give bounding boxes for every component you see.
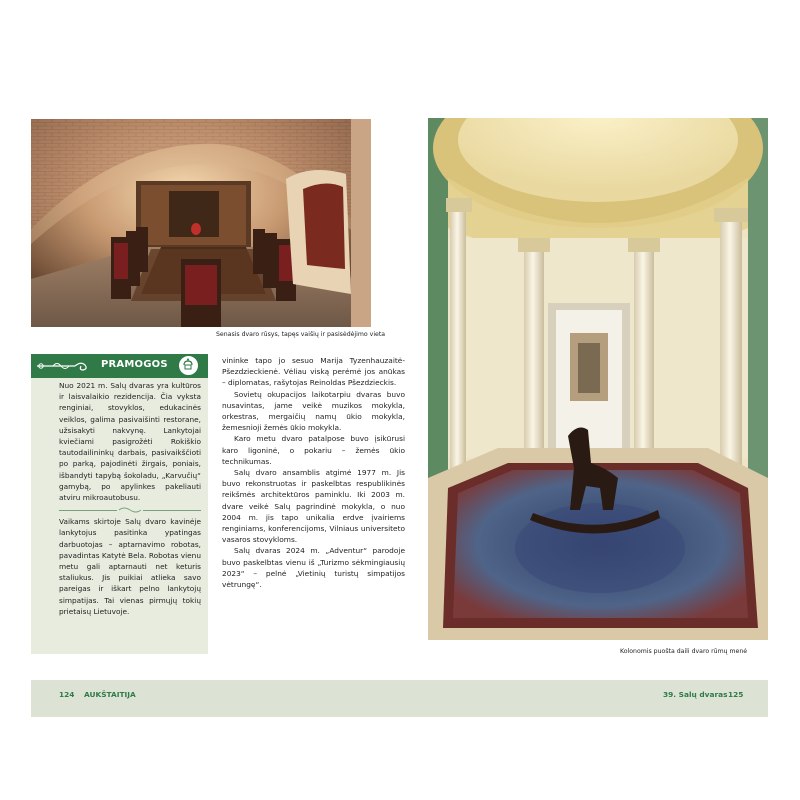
- right-section-title: 39. Salų dvaras: [663, 690, 728, 699]
- sidebar-divider: [59, 504, 201, 516]
- body-paragraph: Karo metu dvaro patalpose buvo įsikūrusi karo ligoninė, o pokariu – žemės ūkio technikumas.: [222, 434, 405, 466]
- cellar-photo: [31, 119, 371, 327]
- rotunda-photo: [428, 118, 768, 640]
- right-page-number: 125: [728, 690, 744, 699]
- sidebar-title: PRAMOGOS: [101, 359, 168, 370]
- page-footer: [31, 680, 768, 717]
- leisure-icon: [178, 355, 199, 376]
- leisure-sidebar: [31, 354, 208, 654]
- main-text-column: [222, 355, 405, 590]
- rotunda-caption: Kolonomis puošta daili dvaro rūmų menė: [620, 648, 748, 655]
- flourish-ornament-icon: [35, 359, 93, 373]
- body-paragraph: Sovietų okupacijos laikotarpiu dvaras buvo nusavintas, jame veikė muzikos mokykla, orkestras, mergaičių namų ūkio mokykla, žemesnioji žemės ūkio mokykla.: [222, 389, 405, 433]
- left-section-title: AUKŠTAITIJA: [84, 690, 136, 699]
- sidebar-header: [31, 354, 208, 378]
- sidebar-paragraph: Vaikams skirtoje Salų dvaro kavinėje lankytojus pasitinka ypatingas darbuotojas – aptarnavimo robotas, pavadintas Katytė Bela. Robotas vienu metu gali aptarnauti net keturis staliukus. Jis puikiai atlieka savo pareigas ir iškart pelno lankytojų simpatijas. Tai vienas pirmųjų tokių prietaisų Lietuvoje.: [59, 517, 201, 616]
- body-paragraph: vininke tapo jo sesuo Marija Tyzenhauzaitė-Pšezdzieckienė. Vėliau viską perėmė jos anūkas – diplomatas, rašytojas Reinoldas Pšezdzieckis.: [222, 356, 405, 388]
- sidebar-paragraph: Nuo 2021 m. Salų dvaras yra kultūros ir laisvalaikio rezidencija. Čia vyksta renginiai, stovyklos, edukacinės veiklos, galima pasivaišinti restorane, užsisakyti nakvynę. Lankytojai kviečiami pasigrožėti Rokiškio tautodailininkų darbais, pasivaikščioti po parką, pajodinėti žirgais, poniais, išbandyti tapybą šokoladu, „Karvučių“ gamybą, po apylinkes pakeliauti atviru mikroautobusu.: [59, 381, 201, 503]
- body-paragraph: Salų dvaras 2024 m. „Adventur“ parodoje buvo paskelbtas vienu iš „Turizmo sėkmingiausių 2023“ – pelnė „Vietinių turistų simpatijos vėtrungę“.: [222, 546, 405, 590]
- left-page-number: 124: [59, 690, 75, 699]
- divider-ornament-icon: [117, 506, 143, 514]
- cellar-caption: Senasis dvaro rūsys, tapęs vaišių ir pasisėdėjimo vieta: [216, 331, 386, 338]
- body-paragraph: Salų dvaro ansamblis atgimė 1977 m. Jis buvo rekonstruotas ir paskelbtas respublikinės reikšmės architektūros paminklu. Iki 2003 m. dvare veikė Salų pagrindinė mokykla, o nuo 2004 m. jis tapo unikalia erdve įvairiems renginiams, konferencijoms, Vilniaus universiteto vasaros stovykloms.: [222, 468, 405, 545]
